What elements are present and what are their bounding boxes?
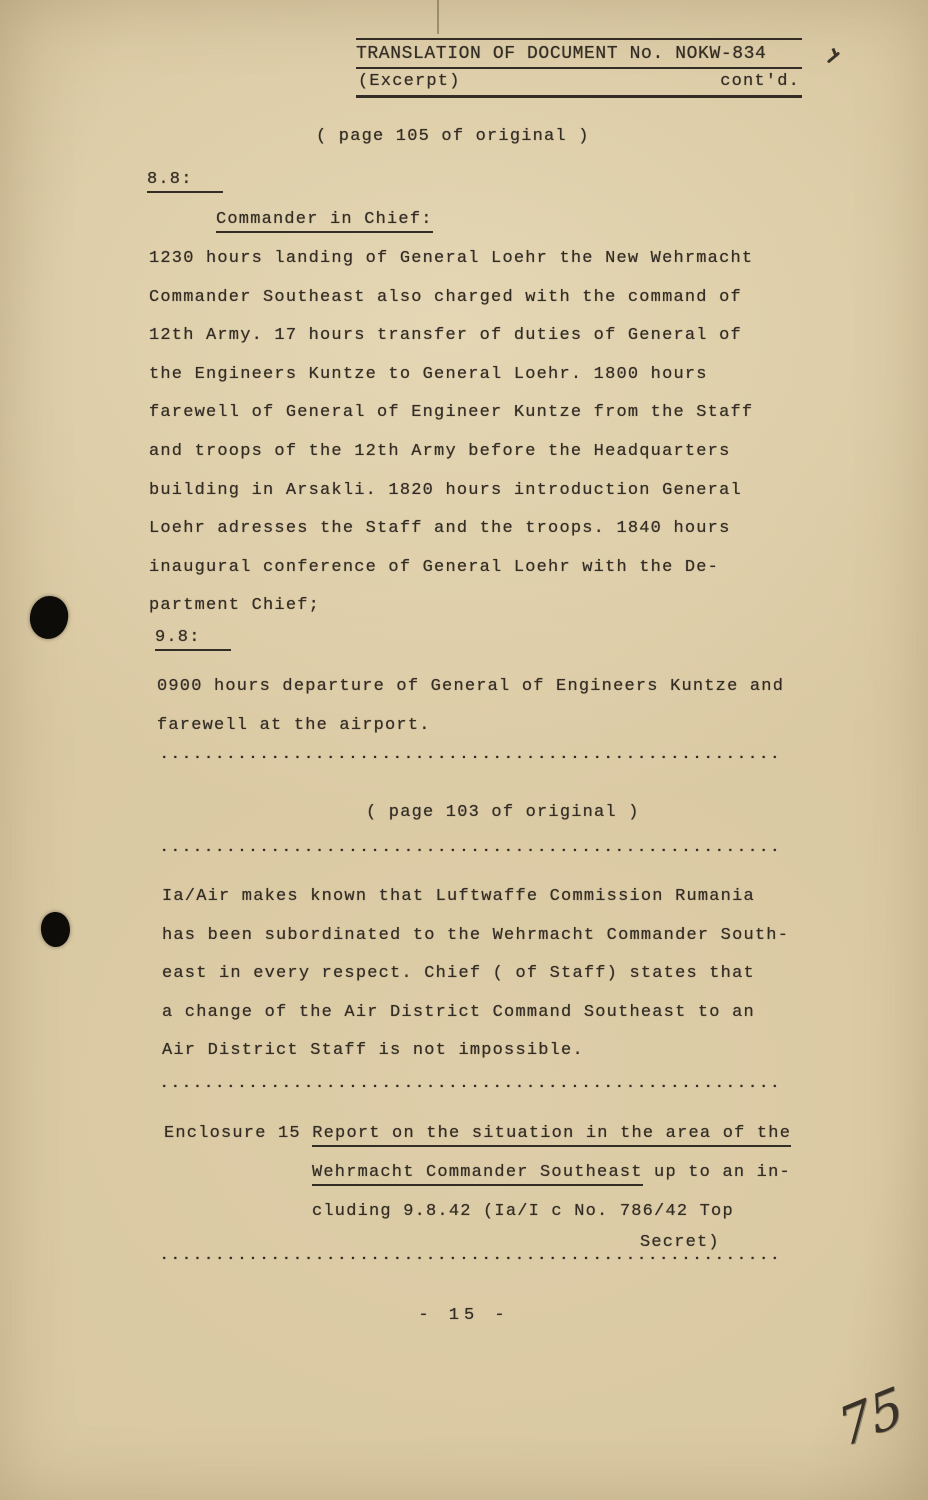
enclosure-line-3: cluding 9.8.42 (Ia/I c No. 786/42 Top <box>312 1202 734 1221</box>
header-subrow <box>356 69 802 98</box>
text-line: Air District Staff is not impossible. <box>162 1041 584 1061</box>
dotted-separator: ........................................................ <box>160 1248 782 1264</box>
hole-punch-icon <box>39 911 71 949</box>
header-title: TRANSLATION OF DOCUMENT No. NOKW-834 <box>356 44 802 69</box>
hole-punch-icon <box>27 594 71 642</box>
enclosure-title-part-1: Report on the situation in the area of the <box>312 1124 791 1147</box>
paragraph-ia-air <box>162 878 789 1071</box>
pen-check-mark <box>827 52 840 64</box>
document-header <box>356 38 802 98</box>
text-line: Ia/Air makes known that Luftwaffe Commission Rumania <box>162 887 755 906</box>
paragraph-8-8 <box>149 240 753 626</box>
paragraph-9-8 <box>157 668 784 745</box>
text-line: 12th Army. 17 hours transfer of duties of General of <box>149 326 742 346</box>
section-heading-9-8 <box>155 628 231 647</box>
header-excerpt-label: (Excerpt) <box>358 72 461 91</box>
text-line: and troops of the 12th Army before the Headquarters <box>149 441 731 461</box>
enclosure-line-1 <box>164 1114 791 1153</box>
section-heading-8-8 <box>147 170 223 189</box>
enclosure-15-note <box>164 1114 791 1255</box>
page-reference-2: ( page 103 of original ) <box>366 803 640 822</box>
text-line: has been subordinated to the Wehrmacht Commander South- <box>162 925 790 945</box>
text-line: partment Chief; <box>149 596 321 616</box>
enclosure-line-2 <box>312 1153 791 1192</box>
text-line: building in Arsakli. 1820 hours introduction General <box>149 480 742 500</box>
scan-crease <box>437 0 439 34</box>
text-line: 0900 hours departure of General of Engineers Kuntze and <box>157 677 785 696</box>
text-line: Commander Southeast also charged with the command of <box>149 287 742 307</box>
dotted-separator: ........................................................ <box>160 840 782 856</box>
dotted-separator: ........................................................ <box>160 1076 782 1092</box>
page-number: - 15 - <box>418 1306 510 1325</box>
enclosure-title-part-2: Wehrmacht Commander Southeast <box>312 1163 643 1186</box>
text-line: 1230 hours landing of General Loehr the New Wehrmacht <box>149 249 754 268</box>
text-line: east in every respect. Chief ( of Staff) states that <box>162 964 755 984</box>
text-line: the Engineers Kuntze to General Loehr. 1800 hours <box>149 364 708 384</box>
section-heading-8-8-label: 8.8: <box>147 170 223 193</box>
text-line: inaugural conference of General Loehr with the De- <box>149 557 720 577</box>
enclosure-prefix: Enclosure 15 <box>164 1124 313 1143</box>
text-line: farewell of General of Engineer Kuntze from the Staff <box>149 403 754 423</box>
section-heading-9-8-label: 9.8: <box>155 628 231 651</box>
enclosure-line-2-rest: up to an in- <box>642 1163 791 1182</box>
text-line: farewell at the airport. <box>157 715 431 735</box>
page-reference-1: ( page 105 of original ) <box>316 127 590 146</box>
commander-in-chief-heading <box>216 210 433 229</box>
text-line: Loehr adresses the Staff and the troops. 1840 hours <box>149 519 731 539</box>
header-contd-label: cont'd. <box>720 72 800 91</box>
enclosure-line-4: Secret) <box>640 1233 720 1252</box>
commander-in-chief-label: Commander in Chief: <box>216 210 433 233</box>
text-line: a change of the Air District Command Southeast to an <box>162 1002 755 1022</box>
dotted-separator: ........................................................ <box>160 747 782 763</box>
handwritten-note: 75 <box>833 1376 910 1460</box>
